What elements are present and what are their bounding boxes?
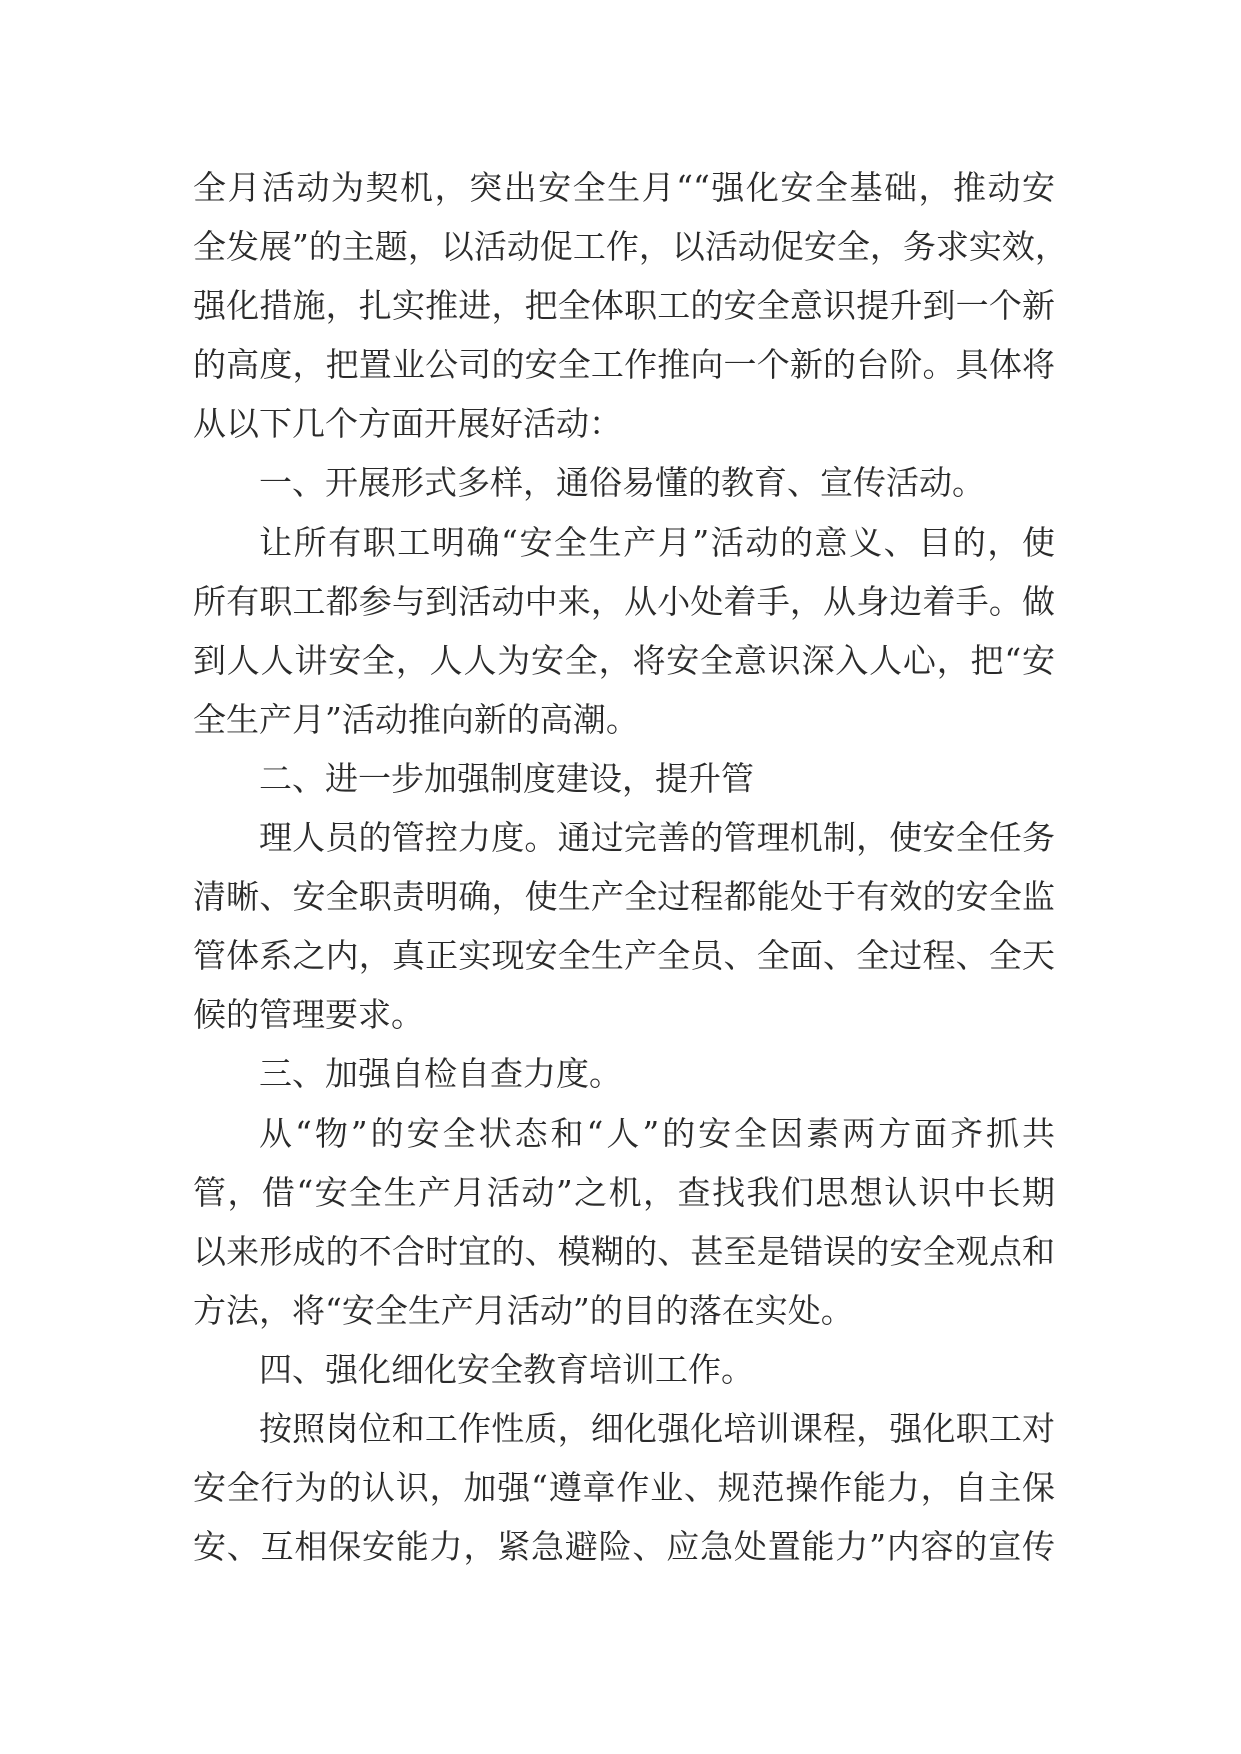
text-line-15: 候的管理要求。 <box>193 995 424 1035</box>
text-line-8: 所有职工都参与到活动中来，从小处着手，从身边着手。做 <box>193 581 1055 621</box>
text-line-18: 管，借“安全生产月活动”之机，查找我们思想认识中长期 <box>193 1172 1055 1212</box>
text-line-2: 全发展”的主题，以活动促工作，以活动促安全，务求实效， <box>193 227 1068 267</box>
text-line-7: 让所有职工明确“安全生产月”活动的意义、目的，使 <box>259 522 1055 562</box>
text-line-4: 的高度，把置业公司的安全工作推向一个新的台阶。具体将 <box>193 345 1055 385</box>
text-line-19: 以来形成的不合时宜的、模糊的、甚至是错误的安全观点和 <box>193 1231 1055 1271</box>
text-line-3: 强化措施，扎实推进，把全体职工的安全意识提升到一个新 <box>193 286 1055 326</box>
text-line-20: 方法，将“安全生产月活动”的目的落在实处。 <box>193 1290 854 1330</box>
text-line-23: 安全行为的认识，加强“遵章作业、规范操作能力，自主保 <box>193 1468 1055 1508</box>
text-line-17: 从“物”的安全状态和“人”的安全因素两方面齐抓共 <box>259 1113 1055 1153</box>
text-line-14: 管体系之内，真正实现安全生产全员、全面、全过程、全天 <box>193 936 1055 976</box>
text-line-12: 理人员的管控力度。通过完善的管理机制，使安全任务 <box>259 818 1055 858</box>
text-line-16: 三、加强自检自查力度。 <box>259 1054 622 1094</box>
text-line-6: 一、开展形式多样，通俗易懂的教育、宣传活动。 <box>259 463 985 503</box>
text-line-5: 从以下几个方面开展好活动： <box>193 404 622 444</box>
text-line-9: 到人人讲安全，人人为安全，将安全意识深入人心，把“安 <box>193 640 1055 680</box>
text-line-22: 按照岗位和工作性质，细化强化培训课程，强化职工对 <box>259 1408 1055 1448</box>
document-body <box>193 158 1068 1576</box>
text-line-10: 全生产月”活动推向新的高潮。 <box>193 699 639 739</box>
text-line-13: 清晰、安全职责明确，使生产全过程都能处于有效的安全监 <box>193 877 1055 917</box>
text-line-24: 安、互相保安能力，紧急避险、应急处置能力”内容的宣传 <box>193 1527 1055 1567</box>
text-line-11: 二、进一步加强制度建设，提升管 <box>259 758 754 798</box>
text-line-1: 全月活动为契机，突出安全生月““强化安全基础，推动安 <box>193 168 1055 207</box>
text-line-21: 四、强化细化安全教育培训工作。 <box>259 1349 754 1389</box>
